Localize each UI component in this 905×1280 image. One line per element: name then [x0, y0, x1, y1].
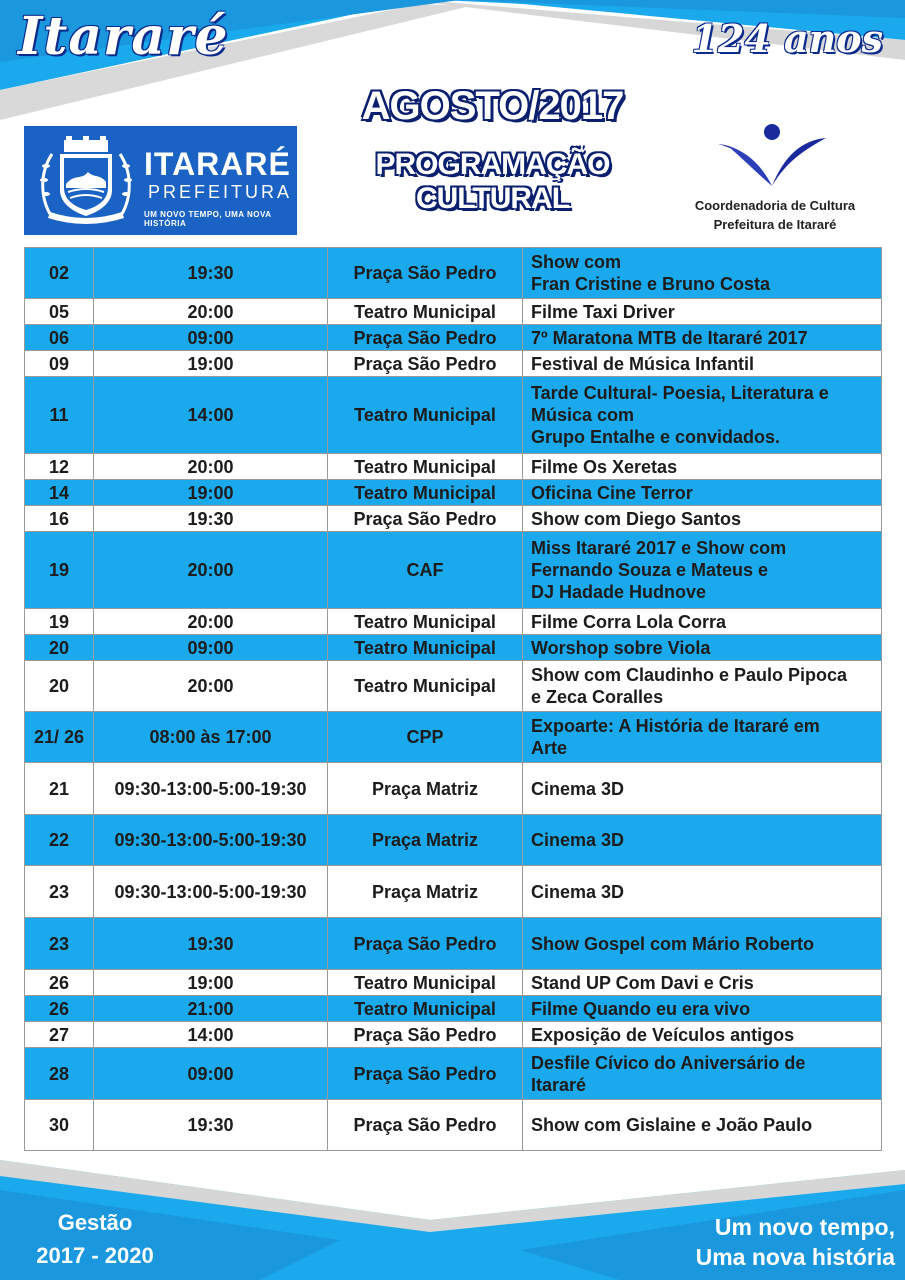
event-line: Cinema 3D	[531, 881, 625, 902]
prefeitura-logo	[24, 126, 297, 235]
cell-time: 20:00	[94, 454, 328, 480]
footer-slogan	[696, 1212, 895, 1272]
cell-day: 11	[25, 377, 94, 454]
cell-venue: Praça São Pedro	[328, 248, 523, 299]
cell-time: 09:00	[94, 1048, 328, 1100]
table-row	[25, 299, 882, 325]
cell-event	[523, 635, 882, 661]
cell-venue: Praça Matriz	[328, 815, 523, 866]
event-line: Show Gospel com Mário Roberto	[531, 933, 815, 954]
cell-time: 19:30	[94, 506, 328, 532]
cell-day: 19	[25, 532, 94, 609]
cell-day: 02	[25, 248, 94, 299]
cell-time: 20:00	[94, 532, 328, 609]
event-line: e Zeca Coralles	[531, 687, 664, 707]
cell-venue: Teatro Municipal	[328, 377, 523, 454]
cell-day: 20	[25, 661, 94, 712]
cell-venue: CAF	[328, 532, 523, 609]
cell-venue: Praça São Pedro	[328, 325, 523, 351]
table-row	[25, 480, 882, 506]
cell-venue: Teatro Municipal	[328, 635, 523, 661]
cell-day: 19	[25, 609, 94, 635]
cell-time: 19:30	[94, 918, 328, 970]
event-line: Worshop sobre Viola	[531, 637, 711, 658]
event-line: Oficina Cine Terror	[531, 482, 693, 503]
event-line: Desfile Cívico do Aniversário de	[531, 1052, 806, 1073]
cell-venue: Praça São Pedro	[328, 1100, 523, 1151]
coat-of-arms-icon	[36, 136, 136, 228]
anniversary-title: 124 anos	[691, 16, 883, 61]
program-title	[360, 148, 625, 216]
program-title-line1: PROGRAMAÇÃO	[375, 148, 610, 181]
table-row	[25, 609, 882, 635]
cell-day: 12	[25, 454, 94, 480]
cell-event	[523, 866, 882, 918]
table-row	[25, 635, 882, 661]
cell-day: 26	[25, 970, 94, 996]
cell-time: 19:00	[94, 970, 328, 996]
cell-event	[523, 454, 882, 480]
cell-day: 23	[25, 918, 94, 970]
city-title: Itararé	[18, 6, 229, 67]
event-line: Grupo Entalhe e convidados.	[531, 427, 781, 447]
cell-event	[523, 763, 882, 815]
event-line: Filme Taxi Driver	[531, 301, 675, 322]
event-line: Exposição de Veículos antigos	[531, 1024, 795, 1045]
footer-slogan-line1: Um novo tempo,	[714, 1214, 895, 1240]
gestao-block	[20, 1206, 170, 1272]
table-row	[25, 532, 882, 609]
cell-event	[523, 351, 882, 377]
event-line: Show com Diego Santos	[531, 508, 742, 529]
cell-day: 30	[25, 1100, 94, 1151]
event-line: Show com	[531, 252, 622, 272]
cell-event	[523, 1048, 882, 1100]
cell-venue: Praça São Pedro	[328, 1048, 523, 1100]
cell-day: 27	[25, 1022, 94, 1048]
cell-time: 09:30-13:00-5:00-19:30	[94, 815, 328, 866]
event-line: Itararé	[531, 1074, 587, 1095]
cell-event	[523, 299, 882, 325]
event-line: Show com Gislaine e João Paulo	[531, 1115, 813, 1135]
cell-venue: Teatro Municipal	[328, 609, 523, 635]
cell-venue: Praça São Pedro	[328, 351, 523, 377]
table-row	[25, 351, 882, 377]
table-row	[25, 763, 882, 815]
cell-venue: Praça Matriz	[328, 866, 523, 918]
logo-subtitle: PREFEITURA	[148, 182, 293, 202]
cell-time: 20:00	[94, 299, 328, 325]
cell-venue: Praça São Pedro	[328, 1022, 523, 1048]
logo-name: ITARARÉ	[144, 146, 291, 182]
cell-day: 26	[25, 996, 94, 1022]
event-line: Miss Itararé 2017 e Show com	[531, 538, 787, 558]
event-line: Tarde Cultural- Poesia, Literatura e	[531, 383, 829, 403]
cell-event	[523, 377, 882, 454]
cell-time: 19:00	[94, 351, 328, 377]
event-line: Cinema 3D	[531, 830, 625, 850]
event-line: Filme Quando eu era vivo	[531, 998, 751, 1019]
table-row	[25, 506, 882, 532]
coordenadoria-line2: Prefeitura de Itararé	[713, 217, 837, 232]
cell-event	[523, 712, 882, 763]
cell-day: 06	[25, 325, 94, 351]
month-title: AGOSTO/2017	[361, 84, 624, 128]
schedule-table	[24, 247, 882, 1151]
table-row	[25, 866, 882, 918]
table-row	[25, 712, 882, 763]
program-title-line2: CULTURAL	[415, 182, 570, 215]
event-line: Expoarte: A História de Itararé em	[531, 716, 820, 736]
cell-event	[523, 661, 882, 712]
cell-venue: Teatro Municipal	[328, 661, 523, 712]
event-line: Show com Claudinho e Paulo Pipoca	[531, 665, 848, 685]
cell-time: 19:30	[94, 248, 328, 299]
cell-event	[523, 815, 882, 866]
cell-venue: Teatro Municipal	[328, 480, 523, 506]
event-line: Stand UP Com Davi e Cris	[531, 972, 754, 993]
cell-time: 09:00	[94, 325, 328, 351]
event-line: Filme Corra Lola Corra	[531, 611, 727, 632]
schedule-body	[25, 248, 882, 1151]
table-row	[25, 1048, 882, 1100]
table-row	[25, 996, 882, 1022]
event-line: Fran Cristine e Bruno Costa	[531, 274, 771, 294]
cell-day: 28	[25, 1048, 94, 1100]
cell-time: 09:30-13:00-5:00-19:30	[94, 763, 328, 815]
cell-day: 23	[25, 866, 94, 918]
cell-event	[523, 325, 882, 351]
event-line: Fernando Souza e Mateus e	[531, 560, 769, 580]
coordenadoria-label	[660, 196, 890, 234]
cell-time: 09:00	[94, 635, 328, 661]
table-row	[25, 970, 882, 996]
cell-venue: Teatro Municipal	[328, 996, 523, 1022]
table-row	[25, 661, 882, 712]
table-row	[25, 248, 882, 299]
gestao-label: Gestão	[57, 1210, 133, 1235]
event-line: Cinema 3D	[531, 778, 625, 799]
cell-event	[523, 532, 882, 609]
table-row	[25, 815, 882, 866]
cell-time: 14:00	[94, 1022, 328, 1048]
cell-day: 21	[25, 763, 94, 815]
cell-time: 20:00	[94, 661, 328, 712]
cell-event	[523, 1022, 882, 1048]
cell-time: 19:30	[94, 1100, 328, 1151]
cell-venue: Teatro Municipal	[328, 454, 523, 480]
cell-time: 21:00	[94, 996, 328, 1022]
cell-time: 20:00	[94, 609, 328, 635]
cell-event	[523, 970, 882, 996]
table-row	[25, 377, 882, 454]
footer-slogan-line2: Uma nova história	[695, 1244, 895, 1270]
gestao-years: 2017 - 2020	[36, 1243, 154, 1268]
cell-day: 20	[25, 635, 94, 661]
cell-day: 14	[25, 480, 94, 506]
event-line: 7º Maratona MTB de Itararé 2017	[531, 327, 808, 348]
cell-time: 14:00	[94, 377, 328, 454]
cell-venue: Praça São Pedro	[328, 506, 523, 532]
cell-venue: Praça Matriz	[328, 763, 523, 815]
cell-event	[523, 480, 882, 506]
cell-venue: Teatro Municipal	[328, 299, 523, 325]
cell-event	[523, 248, 882, 299]
cell-day: 22	[25, 815, 94, 866]
cell-event	[523, 996, 882, 1022]
cell-day: 05	[25, 299, 94, 325]
event-line: Arte	[531, 738, 568, 758]
event-line: Música com	[531, 405, 635, 425]
cell-event	[523, 918, 882, 970]
event-line: DJ Hadade Hudnove	[531, 582, 707, 602]
cell-event	[523, 609, 882, 635]
cell-time: 19:00	[94, 480, 328, 506]
event-line: Filme Os Xeretas	[531, 456, 678, 477]
table-row	[25, 325, 882, 351]
cell-venue: CPP	[328, 712, 523, 763]
table-row	[25, 1022, 882, 1048]
cell-time: 08:00 às 17:00	[94, 712, 328, 763]
cell-venue: Teatro Municipal	[328, 970, 523, 996]
table-row	[25, 1100, 882, 1151]
cell-event	[523, 506, 882, 532]
event-line: Festival de Música Infantil	[531, 353, 755, 374]
table-row	[25, 918, 882, 970]
cell-venue: Praça São Pedro	[328, 918, 523, 970]
cell-event	[523, 1100, 882, 1151]
cell-day: 21/ 26	[25, 712, 94, 763]
cell-day: 09	[25, 351, 94, 377]
cell-time: 09:30-13:00-5:00-19:30	[94, 866, 328, 918]
logo-slogan: UM NOVO TEMPO, UMA NOVA HISTÓRIA	[144, 210, 272, 228]
cell-day: 16	[25, 506, 94, 532]
coordenadoria-icon	[718, 122, 826, 188]
table-row	[25, 454, 882, 480]
coordenadoria-line1: Coordenadoria de Cultura	[694, 198, 856, 213]
